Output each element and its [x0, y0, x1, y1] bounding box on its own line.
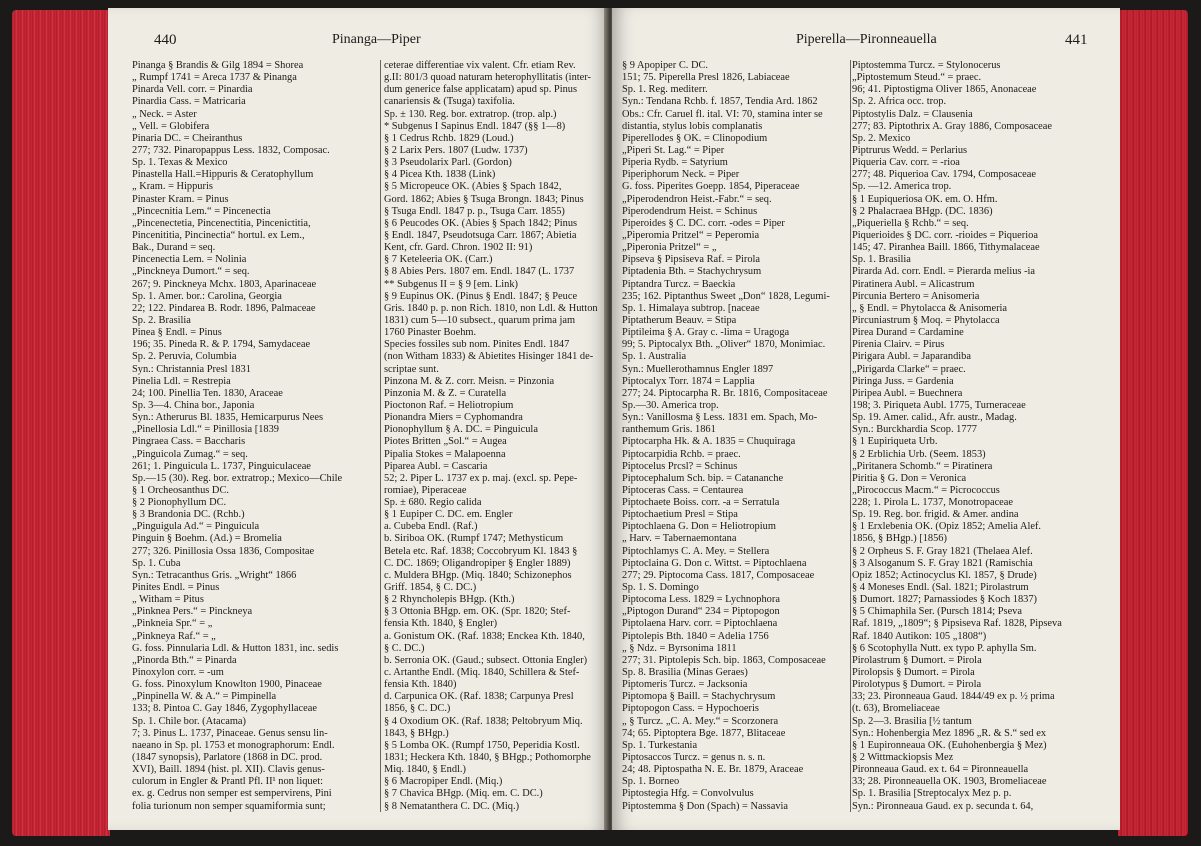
entry-line: Pinaster Kram. = Pinus	[132, 193, 229, 205]
entry-line: § 8 Nematanthera C. DC. (Miq.)	[384, 800, 520, 812]
entry-line: Pinea § Endl. = Pinus	[132, 327, 222, 339]
entry-line: „Piqueriella § Rchb.“ = seq.	[852, 217, 969, 229]
entry-line: Pircunia Bertero = Anisomeria	[852, 290, 980, 302]
entry-line: 1856, § BHgp.) [1856)	[852, 533, 947, 545]
entry-line: Piptochlamys C. A. Mey. = Stellera	[622, 545, 770, 557]
entry-line: „Pinellosia Ldl.“ = Pinillosia [1839	[132, 424, 279, 436]
entry-line: § 1 Eupiqueriosa OK. em. O. Hfm.	[852, 193, 998, 205]
entry-line: folia turionum non semper squamiformia sunt;	[132, 800, 326, 812]
entry-line: § Dumort. 1827; Parnassiodes § Koch 1837)	[852, 594, 1037, 606]
entry-line: Gord. 1862; Abies § Tsuga Brongn. 1843; Pinus	[384, 193, 584, 205]
entry-line: § 6 Peucodes OK. (Abies § Spach 1842; Pinus	[384, 217, 578, 229]
entry-line: Sp. 2. Brasilia	[132, 314, 191, 326]
entry-line: Pinarda Vell. corr. = Pinardia	[132, 84, 253, 96]
entry-line: Piptolaena Harv. corr. = Piptochlaena	[622, 618, 778, 630]
entry-line: Sp. 19. Reg. bor. frigid. & Amer. andina	[852, 509, 1019, 521]
entry-line: (1847 synopsis), Parlatore (1868 in DC. prod.	[132, 752, 323, 764]
entry-line: 99; 5. Piptocalyx Bth. „Oliver“ 1870, Monimiac.	[622, 339, 826, 351]
entry-line: Piptoceras Cass. = Centaurea	[622, 484, 744, 496]
entry-line: Pinoxylon corr. = -um	[132, 667, 224, 679]
entry-line: 33; 23. Pironneaua Gaud. 1844/49 ex p. ½ prima	[852, 691, 1055, 703]
entry-line: Piotes Britten „Sol.“ = Augea	[384, 436, 507, 448]
entry-line: Syn.: Pironneaua Gaud. ex p. secunda t. 64,	[852, 800, 1034, 812]
entry-line: Pincenectia Lem. = Nolinia	[132, 254, 247, 266]
right-page-number: 441	[1065, 32, 1088, 48]
entry-line: Piptostegia Hfg. = Convolvulus	[622, 788, 754, 800]
entry-line: Bak., Durand = seq.	[132, 242, 216, 254]
entry-line: Piperodendrum Heist. = Schinus	[622, 205, 758, 217]
entry-line: § 2 Erblichia Urb. (Seem. 1853)	[852, 448, 986, 460]
entry-line: Piperiphorum Neck. = Piper	[622, 169, 740, 181]
entry-line: § 8 Abies Pers. 1807 em. Endl. 1847 (L. 1737	[384, 266, 575, 278]
entry-line: Syn.: Vanillosma § Less. 1831 em. Spach, Mo-	[622, 412, 818, 424]
entry-line: b. Serronia OK. (Gaud.; subsect. Ottonia Engler)	[384, 654, 588, 666]
entry-line: Piperellodes § OK. = Clinopodium	[622, 132, 768, 144]
entry-line: Piptostemma Turcz. = Stylonocerus	[852, 60, 1001, 71]
entry-line: 228; 1. Pirola L. 1737, Monotropaceae	[852, 497, 1014, 509]
entry-line: Pipseva § Pipsiseva Raf. = Pirola	[622, 254, 761, 266]
entry-line: Syn.: Christannia Presl 1831	[132, 363, 251, 375]
entry-line: ** Subgenus II = § 9 [em. Link)	[384, 278, 518, 290]
entry-line: Pinardia Cass. = Matricaria	[132, 96, 246, 108]
entry-line: Sp. 1. Reg. mediterr.	[622, 84, 708, 96]
entry-line: § 4 Oxodium OK. (Raf. 1838; Peltobryum Miq.	[384, 715, 583, 727]
entry-line: § 3 Alsoganum S. F. Gray 1821 (Ramischia	[852, 557, 1033, 569]
entry-line: G. foss. Piperites Goepp. 1854, Piperaceae	[622, 181, 800, 193]
entry-line: Sp. 2—3. Brasilia [½ tantum	[852, 715, 972, 727]
entry-line: Piptocarpha Hk. & A. 1835 = Chuquiraga	[622, 436, 796, 448]
entry-line: § 5 Chimaphila Ser. (Pursch 1814; Pseva	[852, 606, 1022, 618]
entry-line: Griff. 1854, § C. DC.)	[384, 582, 477, 594]
entry-line: 277; 326. Pinillosia Ossa 1836, Compositae	[132, 545, 315, 557]
entry-line: Pinzona M. & Z. corr. Meisn. = Pinzonia	[384, 375, 555, 387]
entry-line: distantia, stylus lobis complanatis	[622, 120, 763, 132]
entry-line: § 2 Orpheus S. F. Gray 1821 (Thelaea Alef.	[852, 545, 1033, 557]
entry-line: c. Artanthe Endl. (Miq. 1840, Schillera & Stef-	[384, 667, 580, 679]
entry-line: Pinanga § Brandis & Gilg 1894 = Shorea	[132, 60, 304, 71]
left-column-2	[384, 60, 608, 830]
entry-line: Pirenia Clairv. = Pirus	[852, 339, 945, 351]
entry-line: § 2 Rhyncholepis BHgp. (Kth.)	[384, 594, 515, 606]
entry-line: Sp. 3—4. China bor., Japonia	[132, 399, 255, 411]
entry-line: 196; 35. Pineda R. & P. 1794, Samydaceae	[132, 339, 311, 351]
entry-line: „Pinguigula Ad.“ = Pinguicula	[132, 521, 260, 533]
entry-line: 74; 65. Piptoptera Bge. 1877, Blitaceae	[622, 727, 786, 739]
entry-line: Piquerioides § DC. corr. -rioides = Piquerioa	[852, 229, 1038, 241]
entry-line: Pioctonon Raf. = Heliotropium	[384, 399, 514, 411]
entry-line: 198; 3. Piriqueta Aubl. 1775, Turneraceae	[852, 399, 1026, 411]
entry-line: 277; 48. Piquerioa Cav. 1794, Composaceae	[852, 169, 1037, 181]
entry-line: § 9 Eupinus OK. (Pinus § Endl. 1847; § Peuce	[384, 290, 578, 302]
entry-line: 22; 122. Pindarea B. Rodr. 1896, Palmaceae	[132, 302, 316, 314]
entry-line: Piptochlaena G. Don = Heliotropium	[622, 521, 776, 533]
entry-line: a. Gonistum OK. (Raf. 1838; Enckea Kth. 1840,	[384, 630, 585, 642]
entry-line: „Piperonia Pritzel“ = „	[622, 242, 717, 254]
entry-line: 277; 83. Piptothrix A. Gray 1886, Composaceae	[852, 120, 1052, 132]
entry-line: § C. DC.)	[384, 642, 425, 654]
entry-line: Sp. 19. Amer. calid., Afr. austr., Madag.	[852, 412, 1017, 424]
entry-line: Sp. 8. Brasilia (Minas Geraes)	[622, 667, 748, 679]
entry-line: Pircuniastrum § Moq. = Phytolacca	[852, 314, 1000, 326]
entry-line: Pironneaua Gaud. ex t. 64 = Pironneauella	[852, 764, 1029, 776]
entry-line: Piptocephalum Sch. bip. = Catananche	[622, 472, 784, 484]
entry-line: Piptoclaina G. Don c. Wittst. = Piptochlaena	[622, 557, 807, 569]
column-divider	[850, 60, 851, 812]
left-page-header: Pinanga—Piper	[332, 32, 421, 47]
entry-line: Piptopogon Cass. = Hypochoeris	[622, 703, 759, 715]
entry-line: Pirea Durand = Cardamine	[852, 327, 964, 339]
entry-line: Pionandra Miers = Cyphomandra	[384, 412, 523, 424]
entry-line: „ Witham = Pitus	[132, 594, 204, 606]
entry-line: Syn.: Tetracanthus Gris. „Wright“ 1866	[132, 569, 297, 581]
entry-line: § 6 Macropiper Endl. (Miq.)	[384, 776, 503, 788]
entry-line: Betela etc. Raf. 1838; Coccobryum Kl. 1843 §	[384, 545, 578, 557]
entry-line: Species fossiles sub nom. Pinites Endl. 1847	[384, 339, 570, 351]
entry-line: § 2 Larix Pers. 1807 (Ludw. 1737)	[384, 144, 528, 156]
entry-line: § 1 Orcheosanthus DC.	[132, 484, 229, 496]
entry-line: § 2 Pionophyllum DC.	[132, 497, 227, 509]
entry-line: „Pinckneya Dumort.“ = seq.	[132, 266, 250, 278]
entry-line: Syn.: Muellerothamnus Engler 1897	[622, 363, 774, 375]
entry-line: Pincenititia, Pincinectia“ hortul. ex Lem.,	[132, 229, 305, 241]
entry-line: 151; 75. Piperella Presl 1826, Labiaceae	[622, 72, 790, 84]
entry-line: „ § Endl. = Phytolacca & Anisomeria	[852, 302, 1008, 314]
entry-line: (t. 63), Bromeliaceae	[852, 703, 940, 715]
entry-line: 277; 29. Piptocoma Cass. 1817, Composaceae	[622, 569, 815, 581]
entry-line: Sp. 2. Africa occ. trop.	[852, 96, 947, 108]
entry-line: Sp. 2. Mexico	[852, 132, 911, 144]
left-page-edge	[12, 10, 110, 836]
entry-line: Sp. 1. Himalaya subtrop. [naceae	[622, 302, 760, 314]
entry-line: 1760 Pinaster Boehm.	[384, 327, 477, 339]
entry-line: § 4 Picea Kth. 1838 (Link)	[384, 169, 496, 181]
entry-line: Kent, cfr. Gard. Chron. 1902 II: 91)	[384, 242, 533, 254]
entry-line: Piptileima § A. Gray c. -lima = Uragoga	[622, 327, 790, 339]
entry-line: § 3 Ottonia BHgp. em. OK. (Spr. 1820; Stef-	[384, 606, 571, 618]
entry-line: Gris. 1840 p. p. non Rich. 1810, non Ldl. & Hutton	[384, 302, 598, 314]
entry-line: 267; 9. Pinckneya Mchx. 1803, Aparinaceae	[132, 278, 317, 290]
entry-line: „Pirococcus Macm.“ = Picrococcus	[852, 484, 1000, 496]
entry-line: Piritia § G. Don = Veronica	[852, 472, 967, 484]
entry-line: Piptocarpidia Rchb. = praec.	[622, 448, 741, 460]
entry-line: Sp. ± 680. Regio calida	[384, 497, 482, 509]
entry-line: „Pincecnitia Lem.“ = Pincenectia	[132, 205, 271, 217]
entry-line: 277; 24. Piptocarpha R. Br. 1816, Compositaceae	[622, 387, 828, 399]
entry-line: § 1 Eupiper C. DC. em. Engler	[384, 509, 513, 521]
entry-line: scriptae sunt.	[384, 363, 439, 375]
column-divider	[380, 60, 381, 812]
entry-line: „Pinguicola Zumag.“ = seq.	[132, 448, 248, 460]
entry-line: Pirolotypus § Dumort. = Pirola	[852, 679, 982, 691]
entry-line: § 5 Lomba OK. (Rumpf 1750, Peperidia Kostl.	[384, 739, 580, 751]
entry-line: 96; 41. Piptostigma Oliver 1865, Anonaceae	[852, 84, 1037, 96]
entry-line: Piptostylis Dalz. = Clausenia	[852, 108, 973, 120]
entry-line: „ § Ndz. = Byrsonima 1811	[622, 642, 737, 654]
entry-line: 277; 732. Pinaropappus Less. 1832, Composac.	[132, 144, 330, 156]
entry-line: Piptadenia Bth. = Stachychrysum	[622, 266, 762, 278]
entry-line: § 2 Wittmackiopsis Mez	[852, 752, 954, 764]
entry-line: Piptomopa § Baill. = Stachychrysum	[622, 691, 776, 703]
entry-line: 52; 2. Piper L. 1737 ex p. maj. (excl. sp. Pepe-	[384, 472, 578, 484]
entry-line: c. Muldera BHgp. (Miq. 1840; Schizonephos	[384, 569, 572, 581]
entry-line: § 1 Erxlebenia OK. (Opiz 1852; Amelia Alef.	[852, 521, 1042, 533]
entry-line: d. Carpunica OK. (Raf. 1838; Carpunya Presl	[384, 691, 574, 703]
entry-line: § 6 Scotophylla Nutt. ex typo P. aphylla Sm.	[852, 642, 1037, 654]
entry-line: Pinites Endl. = Pinus	[132, 582, 220, 594]
entry-line: „ Vell. = Globifera	[132, 120, 210, 132]
entry-line: Piptandra Turcz. = Baeckia	[622, 278, 736, 290]
entry-line: g.II: 801/3 quoad naturam heterophyllitatis (inter-	[384, 72, 591, 84]
entry-line: „Piperomia Pritzel“ = Peperomia	[622, 229, 760, 241]
entry-line: „Piritanera Schomb.“ = Piratinera	[852, 460, 993, 472]
entry-line: Piripea Aubl. = Buechnera	[852, 387, 963, 399]
entry-line: § 3 Brandonia DC. (Rchb.)	[132, 509, 245, 521]
entry-line: § 1 Eupironneaua OK. (Euhohenbergia § Mez)	[852, 739, 1047, 751]
entry-line: Sp. 1. Cuba	[132, 557, 181, 569]
entry-line: Pirigara Aubl. = Japarandiba	[852, 351, 971, 363]
entry-line: „Piptostemum Steud.“ = praec.	[852, 72, 982, 84]
right-page-edge	[1118, 10, 1188, 836]
entry-line: „ Neck. = Aster	[132, 108, 197, 120]
entry-line: G. foss. Pinoxylum Knowlton 1900, Pinaceae	[132, 679, 322, 691]
entry-line: Sp. 1. Brasilia [Streptocalyx Mez p. p.	[852, 788, 1012, 800]
right-column-1	[622, 60, 848, 830]
entry-line: 33; 28. Pironneauella OK. 1903, Bromeliaceae	[852, 776, 1047, 788]
entry-line: 1856, § C. DC.)	[384, 703, 451, 715]
entry-line: Piptrurus Wedd. = Perlarius	[852, 144, 968, 156]
entry-line: „ Kram. = Hippuris	[132, 181, 213, 193]
left-column-1	[132, 60, 378, 830]
entry-line: b. Siriboa OK. (Rumpf 1747; Methysticum	[384, 533, 564, 545]
entry-line: culorum in Engler & Prantl Pfl. II¹ non liquet:	[132, 776, 323, 788]
entry-line: 145; 47. Piranhea Baill. 1866, Tithymalaceae	[852, 242, 1040, 254]
entry-line: 24; 48. Piptospatha N. E. Br. 1879, Araceae	[622, 764, 804, 776]
entry-line: ranthemum Gris. 1861	[622, 424, 716, 436]
entry-line: „ Harv. = Tabernaemontana	[622, 533, 737, 545]
entry-line: dum generice false applicatam) apud sp. Pinus	[384, 84, 578, 96]
entry-line: § 7 Keteleeria OK. (Carr.)	[384, 254, 493, 266]
entry-line: „Pirigarda Clarke“ = praec.	[852, 363, 966, 375]
entry-line: * Subgenus I Sapinus Endl. 1847 (§§ 1—8)	[384, 120, 566, 132]
entry-line: § Tsuga Endl. 1847 p. p., Tsuga Carr. 1855)	[384, 205, 565, 217]
entry-line: Piptomeris Turcz. = Jacksonia	[622, 679, 748, 691]
entry-line: (non Witham 1833) & Abietites Hisinger 1841 de-	[384, 351, 594, 363]
entry-line: fensia Kth. 1840)	[384, 679, 457, 691]
entry-line: Piptocoma Less. 1829 = Lychnophora	[622, 594, 780, 606]
entry-line: Sp. 1. Texas & Mexico	[132, 157, 228, 169]
entry-line: Pionophyllum § A. DC. = Pinguicula	[384, 424, 538, 436]
entry-line: Pipalia Stokes = Malapoenna	[384, 448, 506, 460]
entry-line: Sp.—30. America trop.	[622, 399, 719, 411]
entry-line: „Pincenectetia, Pincenectitia, Pincenictitia,	[132, 217, 311, 229]
entry-line: G. foss. Pinnularia Ldl. & Hutton 1831, inc. sedis	[132, 642, 339, 654]
entry-line: Syn.: Tendana Rchb. f. 1857, Tendia Ard. 1862	[622, 96, 818, 108]
entry-line: fensia Kth. 1840, § Engler)	[384, 618, 498, 630]
entry-line: Piptocelus Prcsl? = Schinus	[622, 460, 738, 472]
entry-line: Sp. 1. Brasilia	[852, 254, 911, 266]
right-page	[612, 8, 1120, 830]
entry-line: Pirarda Ad. corr. Endl. = Pierarda melius -ia	[852, 266, 1036, 278]
entry-line: Syn.: Burckhardia Scop. 1777	[852, 424, 977, 436]
entry-line: Piperia Rydb. = Satyrium	[622, 157, 728, 169]
entry-line: Miq. 1840, § Endl.)	[384, 764, 466, 776]
entry-line: „Piperi St. Lag.“ = Piper	[622, 144, 725, 156]
entry-line: Obs.: Cfr. Caruel fl. ital. VI: 70, stamina inter se	[622, 108, 823, 120]
entry-line: 7; 3. Pinus L. 1737, Pinaceae. Genus sensu lin-	[132, 727, 328, 739]
entry-line: Sp. 1. S. Domingo	[622, 582, 699, 594]
entry-line: Piptosaccos Turcz. = genus n. s. n.	[622, 752, 766, 764]
entry-line: Pinaria DC. = Cheiranthus	[132, 132, 243, 144]
entry-line: § 5 Micropeuce OK. (Abies § Spach 1842,	[384, 181, 562, 193]
entry-line: „ Rumpf 1741 = Areca 1737 & Pinanga	[132, 72, 297, 84]
entry-line: Piqueria Cav. corr. = -rioa	[852, 157, 960, 169]
right-column-2	[852, 60, 1114, 830]
entry-line: Pinastella Hall.=Hippuris & Ceratophyllum	[132, 169, 314, 181]
entry-line: § 1 Cedrus Rchb. 1829 (Loud.)	[384, 132, 514, 144]
entry-line: Sp. 1. Australia	[622, 351, 687, 363]
entry-line: Raf. 1840 Autikon: 105 „1808“)	[852, 630, 987, 642]
entry-line: a. Cubeba Endl. (Raf.)	[384, 521, 478, 533]
entry-line: Piparea Aubl. = Cascaria	[384, 460, 488, 472]
entry-line: Piptatherum Beauv. = Stipa	[622, 314, 737, 326]
entry-line: „Pinkneia Spr.“ = „	[132, 618, 213, 630]
entry-line: naeano in Sp. pl. 1753 et monographorum: Endl.	[132, 739, 335, 751]
entry-line: 1831; Heckera Kth. 1840, § BHgp.; Pothomorphe	[384, 752, 591, 764]
entry-line: ex. g. Cedrus non semper est sempervirens, Pini	[132, 788, 332, 800]
entry-line: Pirolopsis § Dumort. = Pirola	[852, 667, 975, 679]
entry-line: Piratinera Aubl. = Alicastrum	[852, 278, 975, 290]
entry-line: Sp. 1. Borneo	[622, 776, 680, 788]
entry-line: 1831) cum 5—10 subsect., quarum prima jam	[384, 314, 576, 326]
entry-line: Pingraea Cass. = Baccharis	[132, 436, 246, 448]
entry-line: Pirolastrum § Dumort. = Pirola	[852, 654, 982, 666]
entry-line: Sp. —12. America trop.	[852, 181, 952, 193]
entry-line: § 7 Chavica BHgp. (Miq. em. C. DC.)	[384, 788, 543, 800]
right-page-header: Piperella—Pironneauella	[796, 32, 937, 47]
entry-line: § 2 Phalacraea BHgp. (DC. 1836)	[852, 205, 993, 217]
entry-line: 277; 31. Piptolepis Sch. bip. 1863, Composaceae	[622, 654, 826, 666]
entry-line: 133; 8. Pintoa C. Gay 1846, Zygophyllaceae	[132, 703, 317, 715]
entry-line: Opiz 1852; Actinocyclus Kl. 1857, § Drude)	[852, 569, 1037, 581]
entry-line: „Piptogon Durand“ 234 = Piptopogon	[622, 606, 780, 618]
entry-line: Piptochaete Boiss. corr. -a = Serratula	[622, 497, 780, 509]
entry-line: Piptostemma § Don (Spach) = Nassavia	[622, 800, 789, 812]
left-page-number: 440	[154, 32, 177, 48]
entry-line: XVI), Baill. 1894 (hist. pl. XII). Clavis genus-	[132, 764, 325, 776]
entry-line: romiae), Piperaceae	[384, 484, 467, 496]
entry-line: § Endl. 1847, Pseudotsuga Carr. 1867; Abietia	[384, 229, 577, 241]
entry-line: Sp.—15 (30). Reg. bor. extratrop.; Mexico—Chile	[132, 472, 343, 484]
entry-line: „Piperodendron Heist.-Fabr.“ = seq.	[622, 193, 772, 205]
entry-line: Pinelia Ldl. = Restrepia	[132, 375, 231, 387]
entry-line: „ § Turcz. „C. A. Mey.“ = Scorzonera	[622, 715, 779, 727]
entry-line: „Pinknea Pers.“ = Pinckneya	[132, 606, 253, 618]
entry-line: ceterae differentiae vix valent. Cfr. etiam Rev.	[384, 60, 576, 71]
entry-line: Pinguin § Boehm. (Ad.) = Bromelia	[132, 533, 282, 545]
entry-line: § 3 Pseudolarix Parl. (Gordon)	[384, 157, 512, 169]
entry-line: 235; 162. Piptanthus Sweet „Don“ 1828, Legumi-	[622, 290, 830, 302]
entry-line: „Pinorda Bth.“ = Pinarda	[132, 654, 237, 666]
entry-line: Pinzonia M. & Z. = Curatella	[384, 387, 507, 399]
entry-line: Raf. 1819, „1809“; § Pipsiseva Raf. 1828, Pipseva	[852, 618, 1062, 630]
entry-line: Piptocalyx Torr. 1874 = Lapplia	[622, 375, 755, 387]
entry-line: canariensis & (Tsuga) taxifolia.	[384, 96, 515, 108]
entry-line: § 4 Moneses Endl. (Sal. 1821; Pirolastrum	[852, 582, 1029, 594]
entry-line: Sp. 1. Chile bor. (Atacama)	[132, 715, 246, 727]
entry-line: Piringa Juss. = Gardenia	[852, 375, 954, 387]
entry-line: Syn.: Hohenbergia Mez 1896 „R. & S.“ sed ex	[852, 727, 1047, 739]
entry-line: § 9 Apopiper C. DC.	[622, 60, 709, 71]
entry-line: Piperoides § C. DC. corr. -odes = Piper	[622, 217, 785, 229]
entry-line: C. DC. 1869; Oligandropiper § Engler 1889)	[384, 557, 571, 569]
entry-line: „Pinkneya Raf.“ = „	[132, 630, 216, 642]
entry-line: 1843, § BHgp.)	[384, 727, 449, 739]
entry-line: § 1 Eupiriqueta Urb.	[852, 436, 938, 448]
entry-line: Sp. 1. Amer. bor.: Carolina, Georgia	[132, 290, 282, 302]
entry-line: Piptochaetium Presl = Stipa	[622, 509, 738, 521]
entry-line: 261; 1. Pinguicula L. 1737, Pinguiculaceae	[132, 460, 311, 472]
entry-line: Syn.: Atherurus Bl. 1835, Hemicarpurus Nees	[132, 412, 324, 424]
entry-line: 24; 100. Pinellia Ten. 1830, Araceae	[132, 387, 283, 399]
left-page	[108, 8, 608, 830]
entry-line: Sp. 1. Turkestania	[622, 739, 698, 751]
entry-line: Sp. 2. Peruvia, Columbia	[132, 351, 237, 363]
entry-line: „Pinpinella W. & A.“ = Pimpinella	[132, 691, 277, 703]
entry-line: Sp. ± 130. Reg. bor. extratrop. (trop. alp.)	[384, 108, 557, 120]
entry-line: Piptolepis Bth. 1840 = Adelia 1756	[622, 630, 769, 642]
